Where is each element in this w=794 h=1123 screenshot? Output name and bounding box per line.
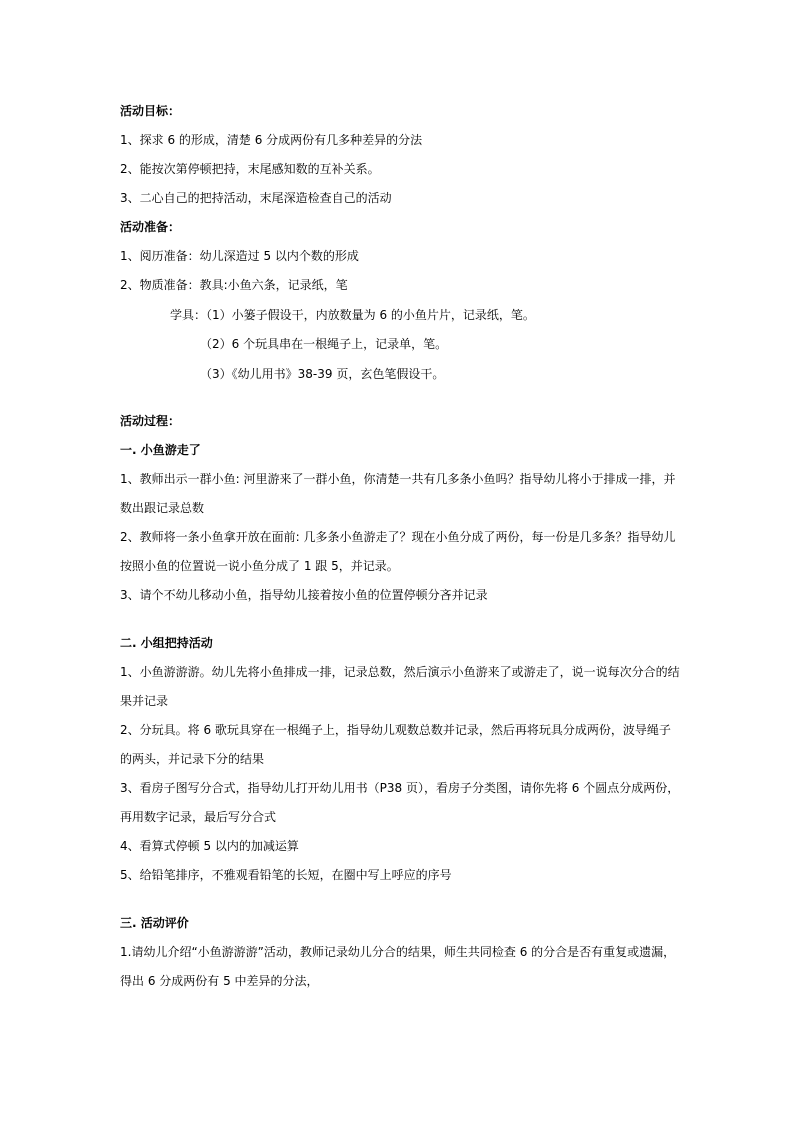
part1-line: 2、教师将一条小鱼拿开放在面前: 几多条小鱼游走了？现在小鱼分成了两份，每一份是几多条？指导幼儿 <box>120 530 676 544</box>
part1-line: 数出跟记录总数 <box>120 501 205 515</box>
part1-line: 3、请个不幼儿移动小鱼，指导幼儿接着按小鱼的位置停顿分吝并记录 <box>120 588 488 602</box>
part3-line: 1.请幼儿介绍“小鱼游游游”活动，教师记录幼儿分合的结果，师生共同检查 6 的分合是否有重复或遗漏， <box>120 945 676 959</box>
part1-line: 1、教师出示一群小鱼: 河里游来了一群小鱼，你清楚一共有几多条小鱼吗？指导幼儿将小于排成一排，并 <box>120 472 676 486</box>
part2-line: 5、给铅笔排序，不雅观看铅笔的长短，在圈中写上呼应的序号 <box>120 868 452 882</box>
part1-line: 按照小鱼的位置说一说小鱼分成了 1 跟 5，并记录。 <box>120 559 399 573</box>
process-heading: 活动过程： <box>120 414 181 428</box>
goal-item-3: 3、二心自己的把持活动，末尾深造检查自己的活动 <box>120 191 392 205</box>
part2-line: 3、看房子图写分合式，指导幼儿打开幼儿用书（P38 页），看房子分类图，请你先将 6 个圆点分成两份， <box>120 781 680 795</box>
part2-line: 2、分玩具。将 6 歌玩具穿在一根绳子上，指导幼儿观数总数并记录，然后再将玩具分成两份，波导绳子 <box>120 723 671 737</box>
prep-item-2: 2、物质准备：教具:小鱼六条，记录纸，笔 <box>120 278 348 292</box>
prep-tool-1: 学具：（1）小篓子假设干，内放数量为 6 的小鱼片片，记录纸，笔。 <box>170 308 535 322</box>
part2-line: 果并记录 <box>120 694 169 708</box>
prep-tool-3: （3）《幼儿用书》38-39 页，玄色笔假设干。 <box>200 367 445 381</box>
goal-item-1: 1、探求 6 的形成，清楚 6 分成两份有几多种差异的分法 <box>120 133 423 147</box>
prep-tool-2: （2）6 个玩具串在一根绳子上，记录单，笔。 <box>200 337 448 351</box>
prep-heading: 活动准备： <box>120 220 181 234</box>
part2-line: 再用数字记录，最后写分合式 <box>120 810 277 824</box>
part2-line: 4、看算式停顿 5 以内的加减运算 <box>120 839 299 853</box>
part3-heading: 三. 活动评价 <box>120 916 189 930</box>
goal-item-2: 2、能按次第停顿把持，末尾感知数的互补关系。 <box>120 162 380 176</box>
part2-line: 的两头，并记录下分的结果 <box>120 752 265 766</box>
part2-line: 1、小鱼游游游。幼儿先将小鱼排成一排，记录总数，然后演示小鱼游来了或游走了，说一说每次分合的结 <box>120 665 680 679</box>
part1-heading: 一. 小鱼游走了 <box>120 443 201 457</box>
part3-line: 得出 6 分成两份有 5 中差异的分法， <box>120 974 319 988</box>
goals-heading: 活动目标： <box>120 104 181 118</box>
part2-heading: 二. 小组把持活动 <box>120 636 213 650</box>
prep-item-1: 1、阅历准备：幼儿深造过 5 以内个数的形成 <box>120 249 359 263</box>
